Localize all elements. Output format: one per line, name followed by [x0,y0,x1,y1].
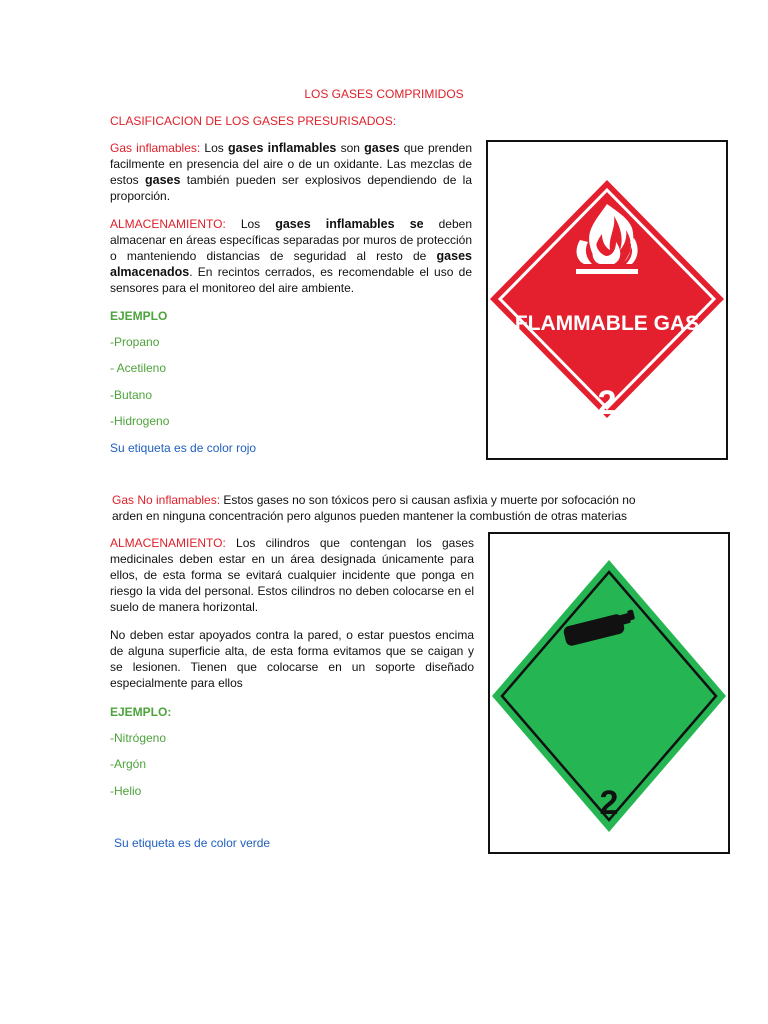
non-flammable-heading: Gas No inflamables: [112,493,221,507]
example-item: -Argón [110,757,147,771]
example-item: -Nitrógeno [110,731,167,745]
example-item: -Propano [110,335,160,349]
storage-label: ALMACENAMIENTO: [110,217,226,231]
flammable-gas-diamond [488,142,726,458]
section-subtitle: CLASIFICACION DE LOS GASES PRESURISADOS: [110,114,397,128]
non-flammable-gas-diamond [490,534,728,852]
cylinder-guidance-paragraph: No deben estar apoyados contra la pared, o estar puestos encima de alguna superficie alta, de esta forma evitamos que se caigan y se lesionen. Tienen que colocarse en un soporte diseñado especialmente para ellos [110,628,474,690]
flammable-gas-sign-image [486,140,728,460]
flammable-paragraph [110,140,472,204]
non-flammable-gas-sign-image [488,532,730,854]
example-item: - Acetileno [110,361,167,375]
non-flammable-paragraph [112,492,660,524]
label-note: Su etiqueta es de color rojo [110,441,257,455]
text: Los [204,141,224,155]
text: también pueden ser explosivos dependiendo de la proporción. [110,173,472,203]
label-note: Su etiqueta es de color verde [114,836,271,850]
bold-text: inflamables [267,141,337,155]
text: . En recintos cerrados, es recomendable el uso de sensores para el monitoreo del aire ambiente. [110,265,472,295]
sign-class-number: 2 [597,384,617,422]
sign-class-number: 2 [599,784,619,822]
text: son [340,141,360,155]
storage-label: ALMACENAMIENTO: [110,536,226,550]
example-heading: EJEMPLO [110,309,168,323]
bold-text: gases almacenados [110,249,472,279]
example-item: -Butano [110,388,153,402]
example-item: -Hidrogeno [110,414,170,428]
bold-text: gases [227,141,264,155]
text: que prenden facilmente en presencia del aire o de un oxidante. Las mezclas de estos [110,141,472,187]
bold-text: gases [144,173,181,187]
sign-label: FLAMMABLE GAS [514,312,700,335]
flammable-heading: Gas inflamables: [110,141,201,155]
bold-text: gases inflamables se [275,217,424,231]
text: Los cilindros que contengan los gases medicinales deben estar en un área designada únicamente para ellos, de esta forma se evitará cualquier incidente que ponga en riesgo la vida del personal. Estos cilindros no deben colocarse en el suelo de manera horizontal. [110,536,474,614]
non-flammable-storage-paragraph [110,535,474,615]
text: Estos gases no son tóxicos pero si causan asfixia y muerte por sofocación no arden en ninguna concentración pero algunos pueden mantener la combustión de otras materias [112,493,636,523]
document-title: LOS GASES COMPRIMIDOS [304,87,464,101]
example-item: -Helio [110,784,142,798]
example-heading: EJEMPLO: [110,705,172,719]
text: Los [240,217,261,231]
text: deben almacenar en áreas específicas separadas por muros de protección o manteniendo distancias de seguridad al resto de [110,217,472,263]
bold-text: gases [364,141,400,155]
flammable-storage-paragraph [110,216,472,296]
